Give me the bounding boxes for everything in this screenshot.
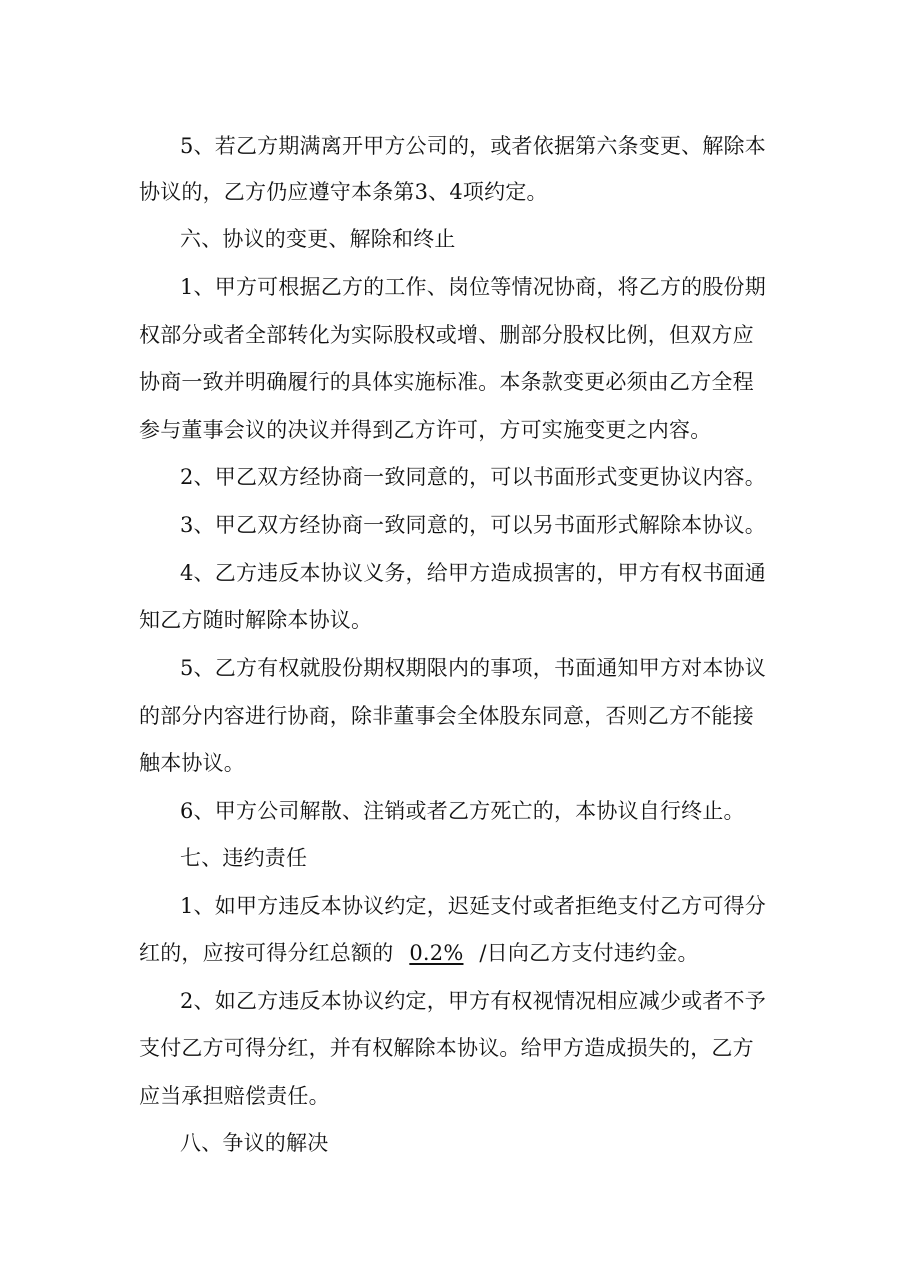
clause-5-line-2: 协议的，乙方仍应遵守本条第3、4项约定。 <box>139 180 548 204</box>
section-7-item-1-line-1: 1、如甲方违反本协议约定，迟延支付或者拒绝支付乙方可得分 <box>180 894 766 918</box>
penalty-rate-blank: 0.2% <box>409 941 464 965</box>
section-6-item-1-line-1: 1、甲方可根据乙方的工作、岗位等情况协商，将乙方的股份期 <box>180 275 766 299</box>
section-6-item-3: 3、甲乙双方经协商一致同意的，可以另书面形式解除本协议。 <box>180 513 766 537</box>
section-7-item-2-line-2: 支付乙方可得分红，并有权解除本协议。给甲方造成损失的，乙方 <box>139 1036 754 1060</box>
penalty-text-before: 红的，应按可得分红总额的 <box>139 941 394 965</box>
section-7-item-2-line-3: 应当承担赔偿责任。 <box>139 1084 330 1108</box>
section-6-item-1-line-3: 协商一致并明确履行的具体实施标准。本条款变更必须由乙方全程 <box>139 370 754 394</box>
penalty-text-after: /日向乙方支付违约金。 <box>479 941 699 965</box>
section-6-item-5-line-3: 触本协议。 <box>139 751 245 775</box>
section-6-item-4-line-2: 知乙方随时解除本协议。 <box>139 608 373 632</box>
section-6-item-2: 2、甲乙双方经协商一致同意的，可以书面形式变更协议内容。 <box>180 465 766 489</box>
section-6-item-1-line-4: 参与董事会议的决议并得到乙方许可，方可实施变更之内容。 <box>139 418 712 442</box>
section-6-item-4-line-1: 4、乙方违反本协议义务，给甲方造成损害的，甲方有权书面通 <box>180 561 766 585</box>
section-7-item-2-line-1: 2、如乙方违反本协议约定，甲方有权视情况相应减少或者不予 <box>180 989 766 1013</box>
section-6-item-5-line-2: 的部分内容进行协商，除非董事会全体股东同意，否则乙方不能接 <box>139 704 754 728</box>
clause-5-line-1: 5、若乙方期满离开甲方公司的，或者依据第六条变更、解除本 <box>180 134 766 158</box>
section-6-item-6: 6、甲方公司解散、注销或者乙方死亡的，本协议自行终止。 <box>180 799 745 823</box>
section-6-item-5-line-1: 5、乙方有权就股份期权期限内的事项，书面通知甲方对本协议 <box>180 656 766 680</box>
section-6-item-1-line-2: 权部分或者全部转化为实际股权或增、删部分股权比例，但双方应 <box>139 323 754 347</box>
section-heading-7: 七、违约责任 <box>180 846 308 870</box>
section-heading-8: 八、争议的解决 <box>180 1131 329 1155</box>
section-heading-6: 六、协议的变更、解除和终止 <box>180 227 456 251</box>
section-7-item-1-line-2 <box>0 938 909 968</box>
